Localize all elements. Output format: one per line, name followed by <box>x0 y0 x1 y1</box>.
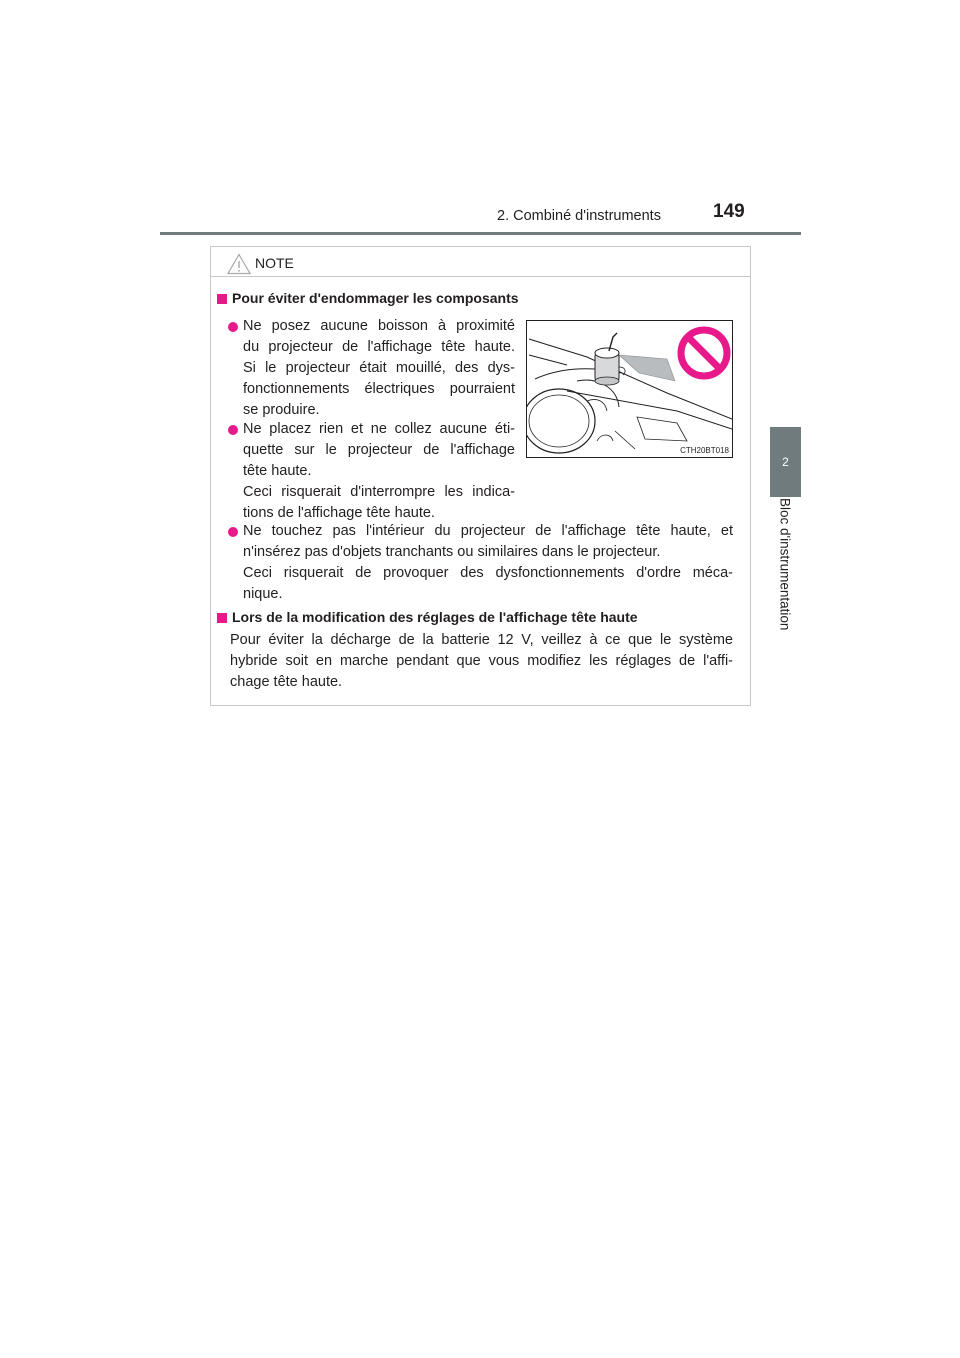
text-line: Ceci risquerait d'interrompre les indica- <box>243 484 515 500</box>
text-line: du projecteur de l'affichage tête haute. <box>243 339 515 355</box>
text-line: Si le projecteur était mouillé, des dys- <box>243 360 515 376</box>
illustration-code: CTH20BT018 <box>680 446 729 455</box>
bullet-dot-icon <box>228 425 238 435</box>
text-line: se produire. <box>243 402 320 418</box>
chapter-tab-label-box <box>767 489 803 639</box>
text-line: fonctionnements électriques pourraient <box>243 381 515 397</box>
text-line: chage tête haute. <box>230 674 343 690</box>
chapter-title: 2. Combiné d'instruments <box>497 208 661 224</box>
text-line: Ceci risquerait de provoquer des dysfonctionnements d'ordre méca- <box>243 565 733 581</box>
dashboard-drink-illustration <box>527 321 733 458</box>
text-line: Ne placez rien et ne collez aucune éti- <box>243 421 515 437</box>
bullet-dot-icon <box>228 322 238 332</box>
warning-triangle-icon <box>227 253 251 275</box>
settings-paragraph <box>230 630 733 693</box>
chapter-tab-number: 2 <box>782 455 789 469</box>
note-header <box>211 247 750 277</box>
section-title-components <box>217 288 519 308</box>
header-rule <box>160 232 801 235</box>
text-line: quette sur le projecteur de l'affichage <box>243 442 515 458</box>
square-bullet-icon <box>217 613 227 623</box>
text-line: tions de l'affichage tête haute. <box>243 505 435 521</box>
page-number: 149 <box>713 201 745 222</box>
bullet-paragraph-drinks <box>243 316 515 421</box>
bullet-paragraph-labels <box>243 419 515 524</box>
section-title-text: Lors de la modification des réglages de l'affichage tête haute <box>232 609 638 625</box>
bullet-paragraph-touch <box>243 521 733 605</box>
note-label: NOTE <box>255 255 294 271</box>
text-line: nique. <box>243 586 283 602</box>
text-line: hybride soit en marche pendant que vous modifiez les réglages de l'affi- <box>230 653 733 669</box>
text-line: tête haute. <box>243 463 312 479</box>
text-line: Ne posez aucune boisson à proximité <box>243 318 515 334</box>
square-bullet-icon <box>217 294 227 304</box>
text-line: n'insérez pas d'objets tranchants ou similaires dans le projecteur. <box>243 544 661 560</box>
text-line: Ne touchez pas l'intérieur du projecteur de l'affichage tête haute, et <box>243 523 733 539</box>
section-title-settings <box>217 607 638 627</box>
projector-illustration <box>526 320 733 458</box>
chapter-tab-label: Bloc d'instrumentation <box>777 497 793 631</box>
text-line: Pour éviter la décharge de la batterie 12 V, veillez à ce que le système <box>230 632 733 648</box>
bullet-dot-icon <box>228 527 238 537</box>
chapter-tab <box>770 427 801 497</box>
section-title-text: Pour éviter d'endommager les composants <box>232 290 519 306</box>
